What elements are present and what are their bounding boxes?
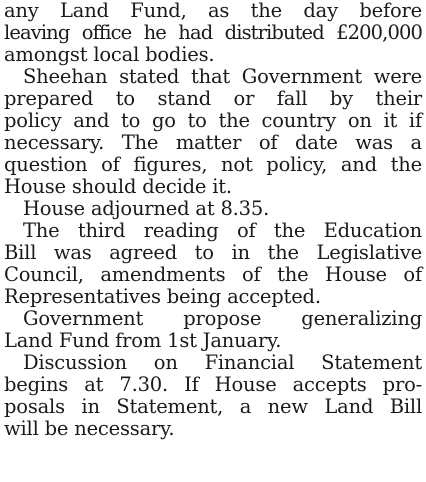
text-line-8: question of figures, not policy, and the bbox=[4, 153, 422, 176]
text-line-6: policy and to go to the country on it if bbox=[4, 109, 422, 132]
text-line-13: Council, amendments of the House of bbox=[4, 263, 422, 286]
text-line-15: Government propose generalizing bbox=[23, 307, 422, 330]
text-line-16: Land Fund from 1st January. bbox=[4, 329, 282, 352]
text-line-12: Bill was agreed to in the Legislative bbox=[4, 241, 422, 264]
text-line-4: Sheehan stated that Government were bbox=[23, 65, 422, 88]
text-line-9: House should decide it. bbox=[4, 175, 232, 198]
text-line-3: amongst local bodies. bbox=[4, 43, 215, 66]
text-line-17: Discussion on Financial Statement bbox=[23, 351, 422, 374]
text-line-5: prepared to stand or fall by their bbox=[4, 87, 422, 110]
newspaper-column bbox=[4, 0, 422, 440]
text-line-7: necessary. The matter of date was a bbox=[4, 131, 422, 154]
text-line-18: begins at 7.30. If House accepts pro- bbox=[4, 373, 422, 396]
text-line-20: will be necessary. bbox=[4, 417, 175, 440]
text-line-14: Representatives being accepted. bbox=[4, 285, 321, 308]
text-line-11: The third reading of the Education bbox=[23, 219, 422, 242]
text-line-1: any Land Fund, as the day before bbox=[4, 0, 422, 22]
text-line-2: leaving office he had distributed £200,000 bbox=[4, 21, 422, 44]
text-line-19: posals in Statement, a new Land Bill bbox=[4, 395, 422, 418]
text-line-10: House adjourned at 8.35. bbox=[23, 197, 270, 220]
